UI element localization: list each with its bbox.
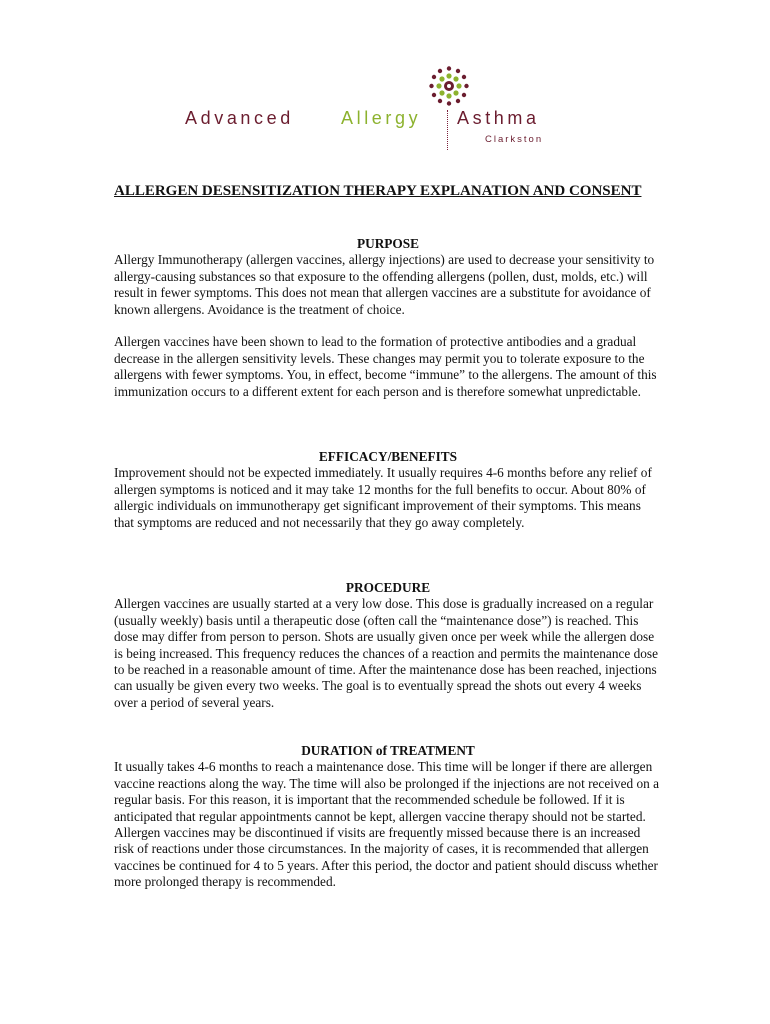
logo-divider: [447, 110, 448, 150]
section-heading-duration: DURATION of TREATMENT: [301, 743, 475, 758]
efficacy-paragraph: Improvement should not be expected immediately. It usually requires 4-6 months before any relief of allergen symptoms is noticed and it may take 12 months for the full benefits to occur. About 80% of allergic individuals on immunotherapy get significant improvement of their symptoms. This means that symptoms are reduced and not necessarily that they go away completely.: [114, 465, 652, 530]
logo-location: Clarkston: [485, 134, 544, 145]
purpose-paragraph-2: Allergen vaccines have been shown to lead to the formation of protective antibodies and a gradual decrease in the allergen sensitivity levels. These changes may permit you to tolerate exposure to the allergens with fewer symptoms. You, in effect, become “immune” to the allergens. The amount of this immunization occurs to a different extent for each person and is therefore somewhat unpredictable.: [114, 334, 657, 399]
logo-word-asthma: Asthma: [457, 108, 540, 128]
section-procedure: [114, 580, 662, 711]
section-efficacy: [114, 449, 662, 531]
procedure-paragraph: Allergen vaccines are usually started at a very low dose. This dose is gradually increased on a regular (usually weekly) basis until a therapeutic dose (often call the “maintenance dose”) is reached. This dose may differ from person to person. Shots are usually given once per week while the allergen dose is being increased. This frequency reduces the chances of a reaction and permits the maintenance dose to be reached in a reasonable amount of time. After the maintenance dose has been reached, injections can usually be given every two weeks. The goal is to eventually spread the shots out every 4 weeks over a period of several years.: [114, 596, 658, 710]
document-title: ALLERGEN DESENSITIZATION THERAPY EXPLANATION AND CONSENT: [114, 183, 642, 199]
section-heading-procedure: PROCEDURE: [345, 580, 431, 595]
section-heading-efficacy: EFFICACY/BENEFITS: [318, 449, 458, 464]
section-heading-purpose: PURPOSE: [356, 236, 420, 251]
duration-paragraph: It usually takes 4-6 months to reach a maintenance dose. This time will be longer if there are allergen vaccine reactions along the way. The time will also be prolonged if the injections are not received on a regular basis. For this reason, it is important that the recommended schedule be followed. If it is anticipated that regular appointments cannot be kept, allergen vaccine therapy should not be started. Allergen vaccines may be discontinued if visits are frequently missed because there is an increased risk of reactions under those circumstances. In the majority of cases, it is recommended that allergen vaccines be continued for 4 to 5 years. After this period, the doctor and patient should discuss whether more prolonged therapy is recommended.: [114, 759, 659, 890]
logo-word-allergy: Allergy: [341, 108, 422, 128]
section-purpose: [114, 236, 662, 400]
purpose-paragraph-1: Allergy Immunotherapy (allergen vaccines, allergy injections) are used to decrease your sensitivity to allergy-causing substances so that exposure to the offending allergens (pollen, dust, molds, etc.) will result in fewer symptoms. This does not mean that allergen vaccines are a substitute for avoidance of known allergens. Avoidance is the treatment of choice.: [114, 252, 655, 317]
section-duration: [114, 743, 662, 891]
flower-logo-icon: [429, 66, 469, 106]
clinic-logo: [185, 66, 565, 150]
logo-word-advanced: Advanced: [185, 108, 294, 128]
